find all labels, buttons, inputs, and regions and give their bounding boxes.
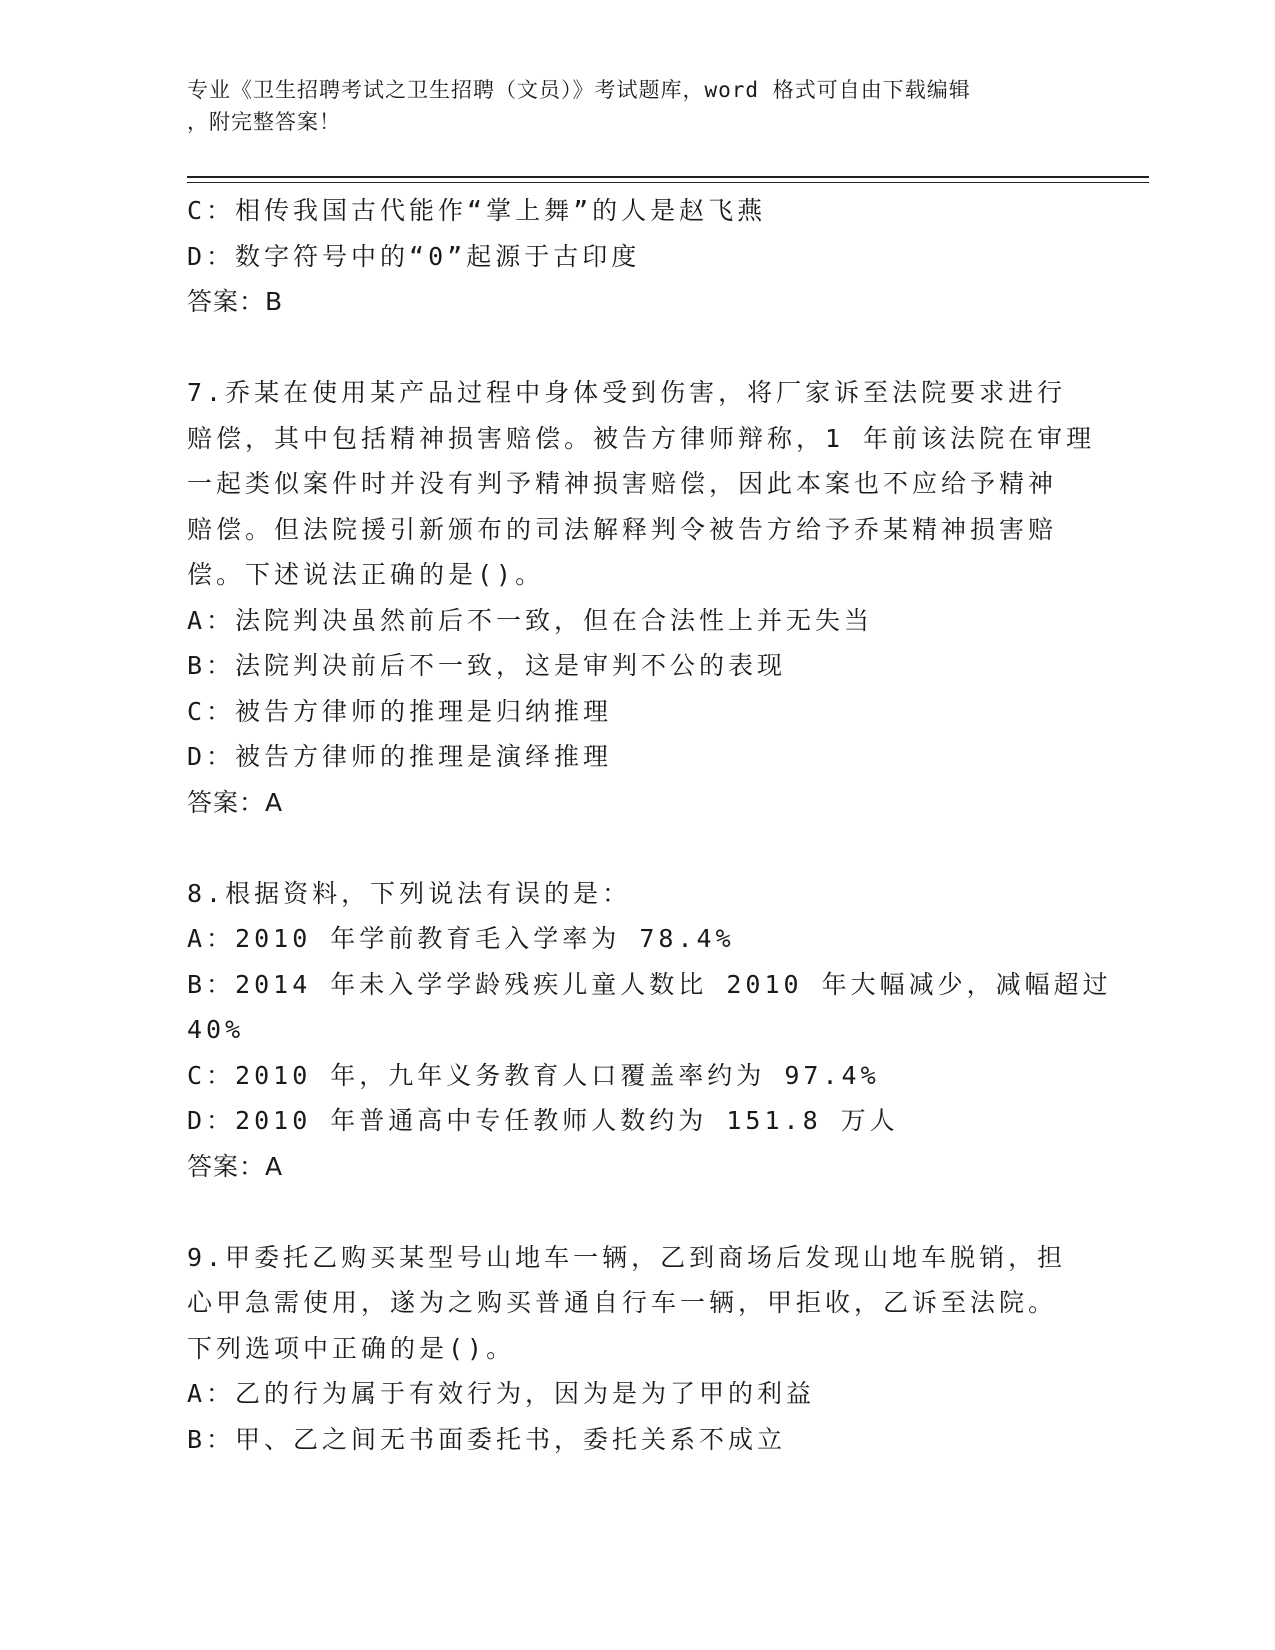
option-b: B：2014 年未入学学龄残疾儿童人数比 2010 年大幅减少，减幅超过 <box>187 969 1112 999</box>
document-body <box>187 188 1112 1462</box>
option-b: B：法院判决前后不一致，这是审判不公的表现 <box>187 651 787 680</box>
question-stem-line: 赔偿。但法院援引新颁布的司法解释判令被告方给予乔某精神损害赔 <box>187 514 1058 544</box>
option-c: C：2010 年，九年义务教育人口覆盖率约为 97.4% <box>187 1060 880 1090</box>
option-d: D：2010 年普通高中专任教师人数约为 151.8 万人 <box>187 1106 899 1135</box>
question-7 <box>187 370 1096 825</box>
question-8 <box>187 871 1112 1190</box>
header-line: 专业《卫生招聘考试之卫生招聘（文员）》考试题库，word 格式可自由下载编辑 <box>187 78 971 102</box>
header-line: ，附完整答案！ <box>187 110 341 134</box>
option-c: C：相传我国古代能作“掌上舞”的人是赵飞燕 <box>187 196 767 225</box>
question-6-continued <box>187 188 1087 325</box>
question-stem-line: 9.甲委托乙购买某型号山地车一辆，乙到商场后发现山地车脱销，担 <box>187 1242 1067 1272</box>
spacer <box>187 325 1087 371</box>
option-b: B：甲、乙之间无书面委托书，委托关系不成立 <box>187 1424 787 1454</box>
option-d: D：被告方律师的推理是演绎推理 <box>187 742 613 771</box>
option-a: A：2010 年学前教育毛入学率为 78.4% <box>187 924 735 953</box>
answer-line: 答案：A <box>187 1151 284 1181</box>
document-header <box>187 74 1087 138</box>
question-9 <box>187 1235 1087 1463</box>
question-stem-line: 7.乔某在使用某产品过程中身体受到伤害，将厂家诉至法院要求进行 <box>187 378 1067 407</box>
answer-line: 答案：B <box>187 287 284 316</box>
header-divider-thin <box>187 182 1149 183</box>
question-stem-line: 赔偿，其中包括精神损害赔偿。被告方律师辩称，1 年前该法院在审理 <box>187 423 1096 453</box>
question-stem-line: 8.根据资料，下列说法有误的是： <box>187 878 632 908</box>
option-a: A：乙的行为属于有效行为，因为是为了甲的利益 <box>187 1379 816 1408</box>
question-stem-line: 一起类似案件时并没有判予精神损害赔偿，因此本案也不应给予精神 <box>187 469 1058 498</box>
option-a: A：法院判决虽然前后不一致，但在合法性上并无失当 <box>187 605 874 635</box>
spacer <box>187 1189 1087 1235</box>
header-divider <box>187 176 1149 178</box>
question-stem-line: 心甲急需使用，遂为之购买普通自行车一辆，甲拒收，乙诉至法院。 <box>187 1288 1058 1317</box>
option-b-continued: 40% <box>187 1015 245 1044</box>
question-stem-line: 下列选项中正确的是()。 <box>187 1333 516 1363</box>
option-c: C：被告方律师的推理是归纳推理 <box>187 696 613 726</box>
answer-line: 答案：A <box>187 787 284 817</box>
spacer <box>187 825 1087 871</box>
question-stem-line: 偿。下述说法正确的是()。 <box>187 560 545 589</box>
option-d: D：数字符号中的“0”起源于古印度 <box>187 241 641 271</box>
